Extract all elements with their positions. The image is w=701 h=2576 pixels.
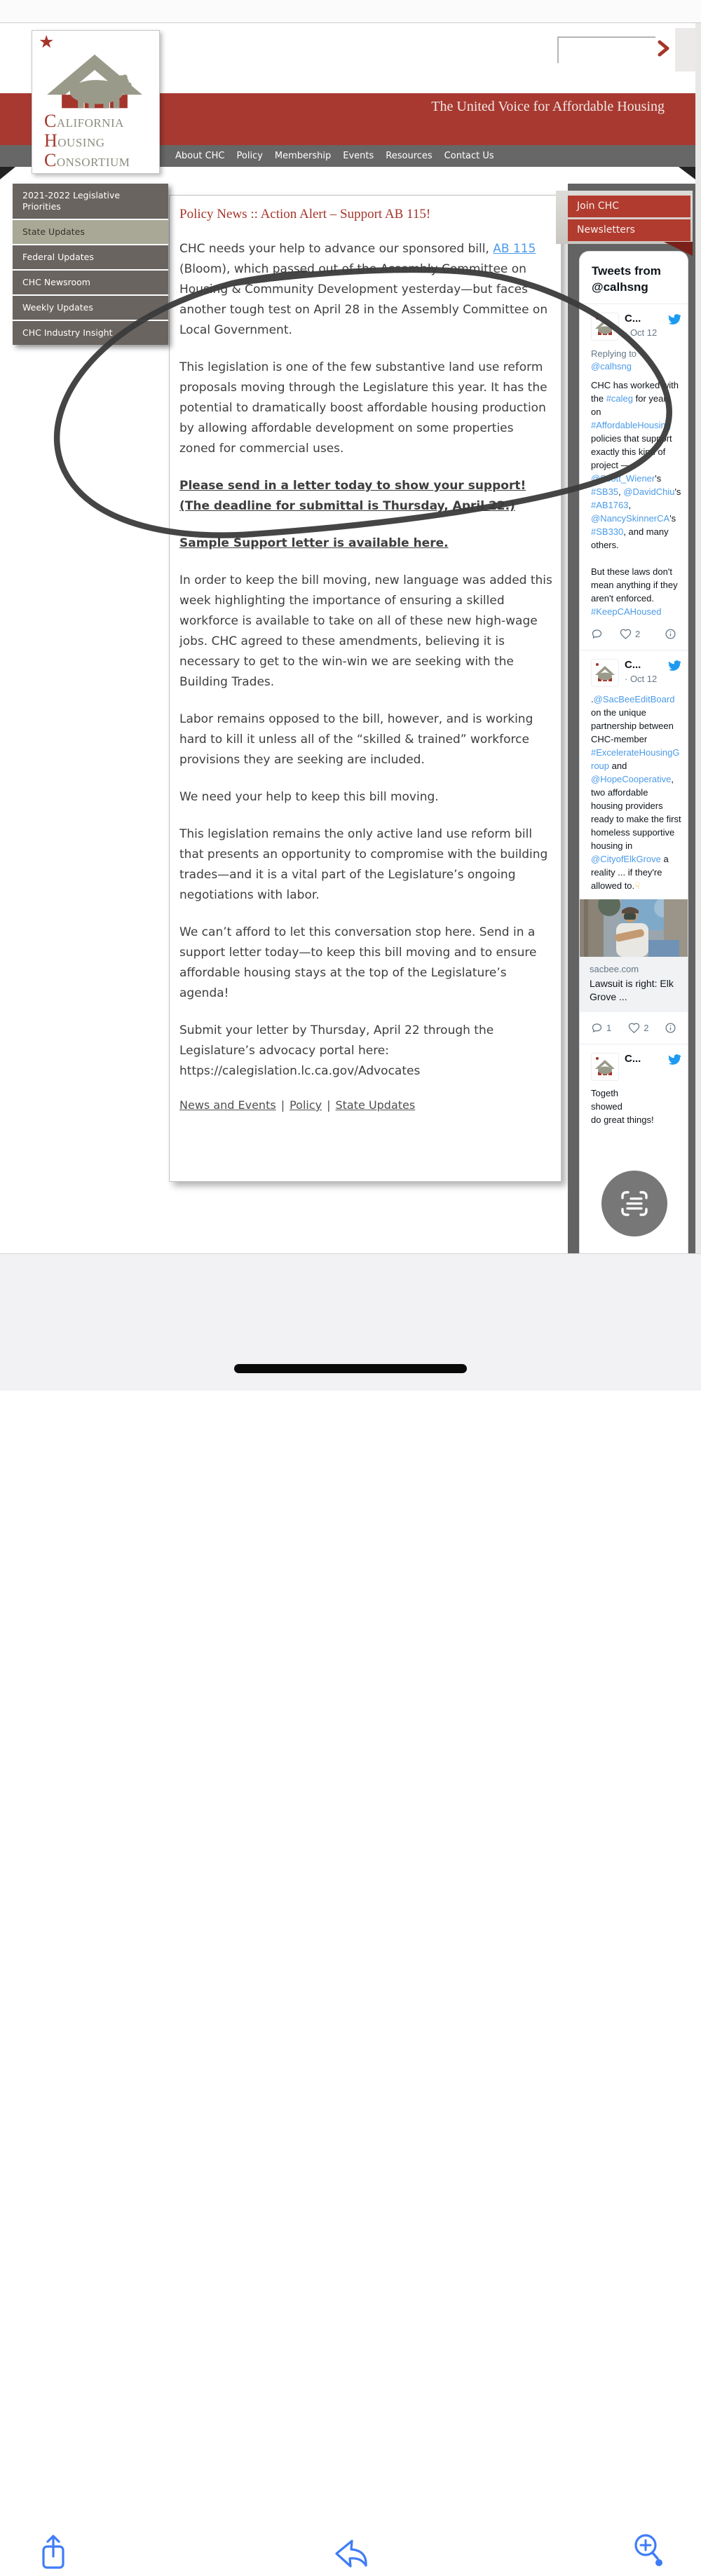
tweet-date[interactable]: · Oct 12 <box>625 674 658 684</box>
info-icon[interactable] <box>665 628 676 640</box>
inline-link[interactable]: @Scott_Wiener <box>591 473 655 484</box>
article-title: Policy News :: Action Alert – Support AB 115! <box>179 207 431 222</box>
inline-link[interactable]: @HopeCooperative <box>591 774 672 784</box>
article-paragraph: CHC needs your help to advance our sponsored bill, AB 115 (Bloom), which passed out of the Assembly Committee on Housing & Community Development yesterday—but faces another tough test on April 28 in the Assembly Committee on Local Government. <box>179 242 548 337</box>
nav-item-membership[interactable]: Membership <box>274 151 332 161</box>
sidebar-item-chc-industry-insight[interactable]: CHC Industry Insight <box>22 327 113 338</box>
page-right-edge <box>695 23 701 1253</box>
nav-item-events[interactable]: Events <box>343 151 374 161</box>
star-icon: ★ <box>39 32 55 52</box>
tweet-date[interactable]: · Oct 12 <box>625 327 658 338</box>
tweet-photo[interactable] <box>580 899 688 957</box>
link-card-title: Lawsuit is right: Elk Grove ... <box>590 978 674 1002</box>
article-footer: News and Events | Policy | State Updates <box>179 1098 416 1112</box>
site-tagline: The United Voice for Affordable Housing <box>431 99 665 114</box>
sidebar-menu <box>13 184 168 345</box>
like-button[interactable] <box>628 1022 648 1034</box>
article-paragraph: We need your help to keep this bill moving. <box>179 790 439 804</box>
like-count: 2 <box>644 1023 649 1033</box>
sidebar-item-chc-newsroom[interactable]: CHC Newsroom <box>13 271 168 296</box>
inline-link[interactable]: #caleg <box>606 393 633 404</box>
tweet <box>580 1044 688 1136</box>
sample-letter-link[interactable]: Sample Support letter is available here. <box>179 536 449 550</box>
tweet-actions <box>591 1022 682 1034</box>
sidebar-item-weekly-updates[interactable]: Weekly Updates <box>13 296 168 321</box>
tweet <box>580 304 688 650</box>
join-chc-button[interactable]: Join CHC <box>568 196 690 217</box>
status-bar <box>0 0 701 23</box>
tweet <box>580 650 688 1044</box>
twitter-bird-icon[interactable] <box>668 660 681 671</box>
nav-fold-right <box>679 167 695 179</box>
inline-link[interactable]: #AB1763 <box>591 500 629 510</box>
sidebar-item-legislative-priorities[interactable]: 2021-2022 Legislative Priorities <box>13 184 168 220</box>
avatar[interactable] <box>591 659 619 687</box>
scan-text-icon <box>618 1187 651 1220</box>
twitter-bird-icon[interactable] <box>668 1054 681 1065</box>
footer-link-news-and-events[interactable]: News and Events <box>179 1098 276 1112</box>
tweet-text: CHC has worked with the #caleg for years on #AffordableHousing policies that support exactly this kind of project — @Scott_Wiener's #SB35, @DavidChiu's #AB1763, @NancySkinnerCA's #SB330, and many others. But these laws don't mean anything if they aren't enforced. #KeepCAHoused <box>591 380 681 617</box>
nav-fold-left <box>0 167 15 179</box>
inline-link[interactable]: @CityofElkGrove <box>591 854 661 864</box>
tweet-text: .@SacBeeEditBoard on the unique partnership between CHC-member #ExcelerateHousingGroup and @HopeCooperative, two affordable housing providers ready to make the first homeless supportive housing in @CityofElkGrove a reality ... if they're allowed to.☟ <box>591 694 681 891</box>
replying-to-user-link[interactable]: @calhsng <box>591 361 632 372</box>
article-paragraph: Submit your letter by Thursday, April 22 through the Legislature’s advocacy portal here: https://calegislation.lc.ca.gov/Advocates <box>179 1023 494 1078</box>
tweet-actions <box>591 628 682 640</box>
bear-house-icon <box>41 50 149 115</box>
sidebar-item-state-updates[interactable]: State Updates <box>13 220 168 245</box>
reply-icon[interactable] <box>591 1022 611 1034</box>
avatar[interactable] <box>591 313 619 341</box>
avatar[interactable] <box>591 1053 619 1081</box>
inline-link[interactable]: @DavidChiu <box>623 486 675 497</box>
search-input[interactable] <box>557 36 655 63</box>
nav-item-about-chc[interactable]: About CHC <box>175 151 225 161</box>
share-button[interactable] <box>38 2533 69 2576</box>
twitter-timeline-widget <box>579 251 688 1253</box>
footer-link-state-updates[interactable]: State Updates <box>335 1098 416 1112</box>
screenshot-scan-button[interactable] <box>601 1171 667 1236</box>
article-paragraph-circled: This legislation is one of the few substantive land use reform proposals moving through the Legislature this year. It has the potential to dramatically boost affordable housing production by allowing affordable development on some properties zoned for commercial uses. <box>179 360 547 456</box>
replying-to: Replying to @calhsng <box>591 348 637 372</box>
newsletters-button[interactable]: Newsletters <box>568 219 690 241</box>
tweet-author[interactable]: C... <box>625 1053 641 1065</box>
header-corner-block <box>675 28 695 71</box>
send-letter-link[interactable]: Please send in a letter today to show your support! (The deadline for submittal is Thursday, April 22.) <box>179 479 526 513</box>
nav-item-resources[interactable]: Resources <box>386 151 433 161</box>
inline-link[interactable]: @SacBeeEditBoard <box>593 694 675 704</box>
inline-link[interactable]: #ExcelerateHousingGroup <box>591 747 680 771</box>
twitter-widget-title[interactable]: Tweets from @calhsng <box>580 252 688 304</box>
article-paragraph: In order to keep the bill moving, new language was added this week highlighting the importance of ensuring a skilled workforce is available to take on all of these new high-wage jobs. CHC agreed to these amendments, believing it is necessary to get to the win-win we are seeking with the Building Trades. <box>179 573 552 689</box>
tweet-text: Togeth showed do great things! <box>591 1088 654 1125</box>
footer-link-policy[interactable]: Policy <box>290 1098 322 1112</box>
tweet-author[interactable]: C... <box>625 313 641 325</box>
link-card-domain: sacbee.com <box>590 964 639 974</box>
logo-wordmark: CALIFORNIA HOUSING CONSORTIUM <box>44 111 130 170</box>
inline-link[interactable]: #AffordableHousing <box>591 420 671 430</box>
article-paragraph: We can’t afford to let this conversation stop here. Send in a support letter today—to keep this bill moving and to ensure affordable housing stays at the top of the Legislature’s agenda! <box>179 925 537 1000</box>
inline-link[interactable]: #SB330 <box>591 526 624 537</box>
inline-link[interactable]: AB 115 <box>493 242 536 256</box>
chc-logo[interactable] <box>32 30 160 174</box>
inline-link[interactable]: #SB35 <box>591 486 619 497</box>
article-card <box>169 195 562 1182</box>
undo-button[interactable] <box>328 2535 372 2575</box>
emoji: ☟ <box>634 880 641 891</box>
article-paragraph: This legislation remains the only active land use reform bill that presents an opportunity to compromise with the building trades—and it is a vital part of the Legislature’s ongoing negotiations with labor. <box>179 827 548 902</box>
article-body <box>179 239 552 1082</box>
reply-icon[interactable] <box>591 628 603 640</box>
nav-item-contact-us[interactable]: Contact Us <box>444 151 494 161</box>
inline-link[interactable]: #KeepCAHoused <box>591 606 662 617</box>
reply-count: 1 <box>606 1023 612 1033</box>
like-count: 2 <box>635 629 641 639</box>
home-indicator[interactable] <box>234 1364 467 1373</box>
info-icon[interactable] <box>665 1022 676 1034</box>
zoom-in-button[interactable] <box>630 2530 667 2572</box>
article-paragraph: Labor remains opposed to the bill, however, and is working hard to kill it unless all of the “skilled & trained” workforce provisions they are seeking are included. <box>179 712 533 767</box>
inline-link[interactable]: @NancySkinnerCA <box>591 513 670 524</box>
search-go-icon[interactable] <box>656 39 672 60</box>
tweet-link-card[interactable] <box>580 957 688 1012</box>
like-button[interactable] <box>620 628 640 640</box>
nav-item-policy[interactable]: Policy <box>236 151 263 161</box>
sidebar-item-federal-updates[interactable]: Federal Updates <box>13 245 168 271</box>
tweet-author[interactable]: C... <box>625 659 641 671</box>
twitter-bird-icon[interactable] <box>668 314 681 325</box>
